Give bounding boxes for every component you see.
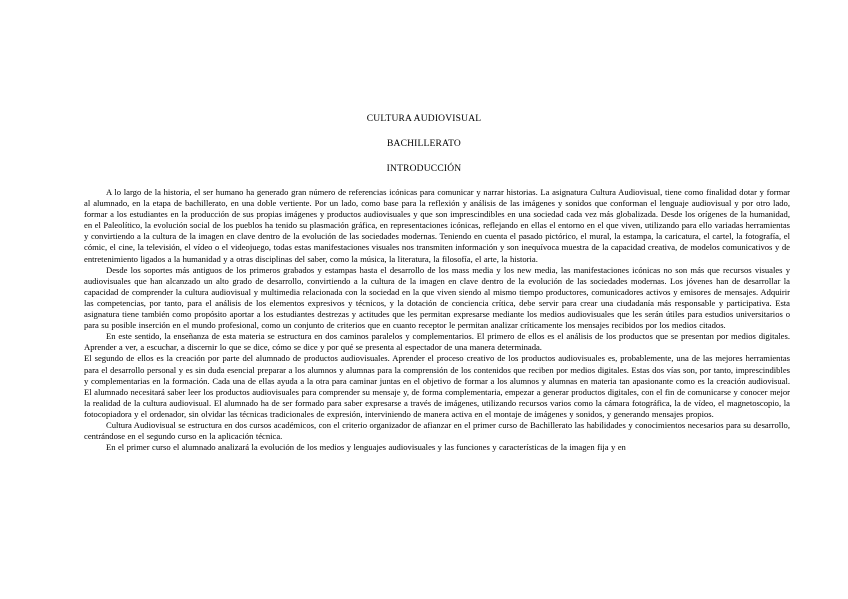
document-subtitle: BACHILLERATO	[386, 139, 461, 149]
paragraph: A lo largo de la historia, el ser humano ha generado gran número de referencias icónicas para comunicar y narrar historias. La asignatura Cultura Audiovisual, tiene como finalidad dotar y formar al alumnado, en la etapa de bachillerato, en una doble vertiente. Por un lado, como base para la reflexión y análisis de las imágenes y sonidos que conforman el lenguaje audiovisual y por otro lado, formar a los estudiantes en la producción de sus propias imágenes y productos audiovisuales y que son imprescindibles en una sociedad cada vez más globalizada. Desde los orígenes de la humanidad, en el Paleolítico, la evolución social de los pueblos ha tenido su plasmación gráfica, en representaciones icónicas, reflejando en ellas el entorno en el que viven, utilizando para ello variadas herramientas y convirtiendo a la cultura de la imagen en clave dentro de la evolución de las sociedades modernas. Teniendo en cuenta el pasado pictórico, el mural, la estampa, la caricatura, el cartel, la fotografía, el cómic, el cine, la televisión, el vídeo o el videojuego, todas estas manifestaciones visuales nos transmiten información y son inequívoca muestra de la capacidad creativa, de modelos comunicativos y de entretenimiento ligados a la humanidad y a otras disciplinas del saber, como la música, la literatura, la filosofía, el arte, la historia.	[84, 187, 790, 264]
paragraph: En este sentido, la enseñanza de esta materia se estructura en dos caminos paralelos y complementarios. El primero de ellos es el análisis de los productos que se presentan por medios digitales. Aprender a ver, a escuchar, a discernir lo que se dice, cómo se dice y por qué se presenta al espectador de una manera determinada.	[84, 331, 790, 353]
paragraph: El segundo de ellos es la creación por parte del alumnado de productos audiovisuales. Aprender el proceso creativo de los productos audiovisuales es, probablemente, una de las mejores herramientas para el desarrollo personal y es sin duda esencial preparar a los alumnos y alumnas para la comprensión de los contenidos que reciben por medios digitales. Estas dos vías son, por tanto, imprescindibles y complementarias en la formación. Cada una de ellas ayuda a la otra para caminar juntas en el objetivo de formar a los alumnos y alumnas en materia tan apasionante como es la creación audiovisual. El alumnado necesitará saber leer los productos audiovisuales para comprender su mensaje y, de forma complementaria, empezar a generar productos digitales, con el fin de comunicarse y conocer mejor la realidad de la cultura audiovisual. El alumnado ha de ser formado para saber expresarse a través de imágenes, utilizando recursos varios como la cámara fotográfica, la de vídeo, el magnetoscopio, la fotocopiadora y el ordenador, sin olvidar las técnicas tradicionales de expresión, interviniendo de manera activa en el montaje de imágenes y sonidos, y generando mensajes propios.	[84, 353, 790, 419]
paragraph: Desde los soportes más antiguos de los primeros grabados y estampas hasta el desarrollo de los mass media y los new media, las manifestaciones icónicas no son más que recursos visuales y audiovisuales que han alcanzado un alto grado de desarrollo, convirtiendo a la cultura de la imagen en clave dentro de la evolución de las sociedades modernas. Los jóvenes han de desarrollar la capacidad de comprender la cultura audiovisual y multimedia relacionada con la sociedad en la que viven siendo al mismo tiempo productores, comunicadores activos y emisores de mensajes. Adquirir las competencias, por tanto, para el análisis de los elementos expresivos y técnicos, y la dotación de conciencia crítica, debe servir para crear una ciudadanía más responsable y participativa. Esta asignatura tiene también como propósito aportar a los estudiantes destrezas y actitudes que les permitan expresarse mediante los medios audiovisuales que les serán útiles para estudios universitarios o para su posible inserción en el mundo profesional, como un conjunto de criterios que en cuanto receptor le permitan analizar críticamente los mensajes recibidos por los medios citados.	[84, 264, 790, 331]
document-body	[84, 187, 790, 453]
paragraph: En el primer curso el alumnado analizará la evolución de los medios y lenguajes audiovisuales y las funciones y características de la imagen fija y en	[106, 442, 626, 453]
document-title: CULTURA AUDIOVISUAL	[366, 114, 482, 124]
paragraph: Cultura Audiovisual se estructura en dos cursos académicos, con el criterio organizador de afianzar en el primer curso de Bachillerato las habilidades y conocimientos necesarios para su desarrollo, centrándose en el segundo curso en la aplicación técnica.	[84, 419, 790, 442]
section-heading: INTRODUCCIÓN	[386, 164, 462, 174]
